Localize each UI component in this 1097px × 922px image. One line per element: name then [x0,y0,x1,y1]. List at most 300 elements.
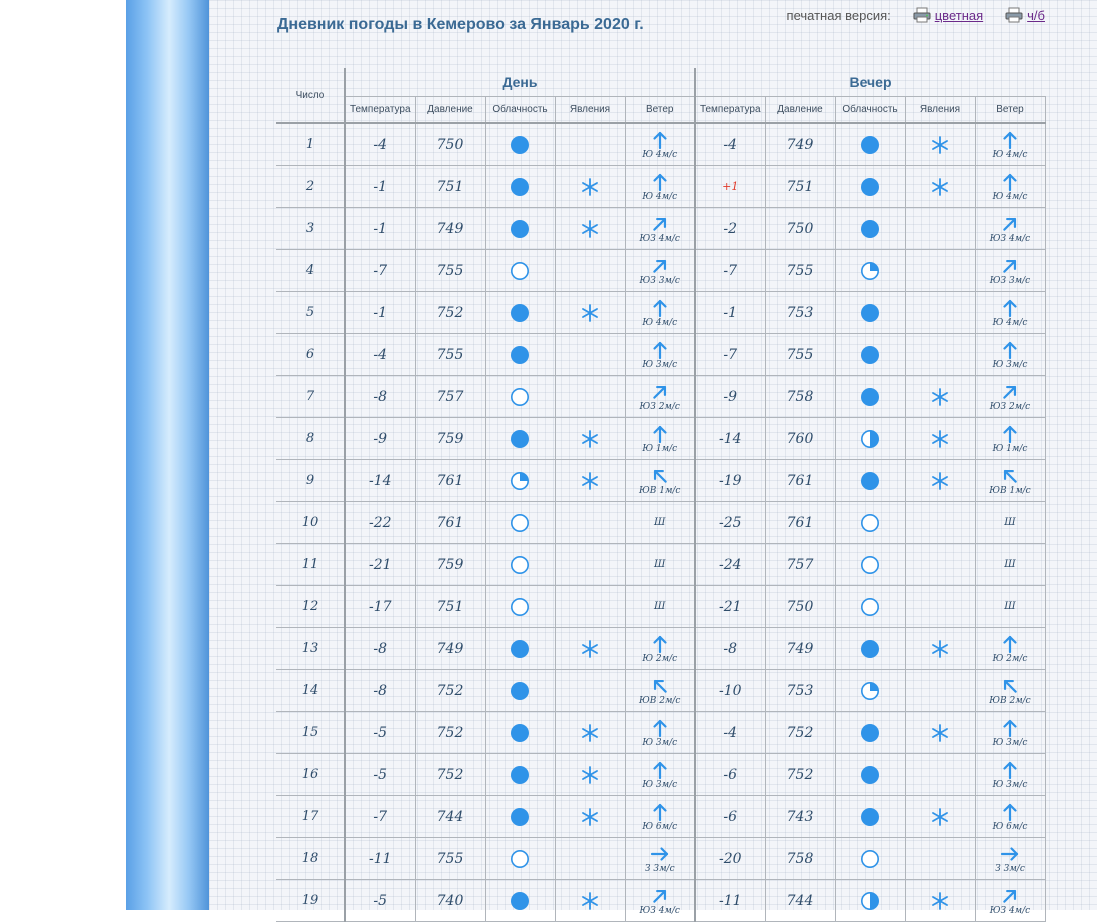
wind-label: Ю 3м/с [992,779,1028,790]
cloudiness-cell [485,796,555,838]
cloudiness-cell [485,460,555,502]
snow-icon [581,178,599,196]
wind-label: ЮВ 1м/с [639,485,681,496]
wind-label: ЮЗ 3м/с [989,275,1031,286]
snow-icon [931,472,949,490]
wind-label: З 3м/с [995,863,1025,874]
overcast-cloud-icon [860,387,880,407]
wind-arrow-icon [650,760,670,780]
phenomena-cell [905,292,975,334]
snow-icon [581,430,599,448]
phenomena-cell [555,880,625,922]
pressure-cell: 758 [765,376,835,418]
wind-arrow-icon [1000,172,1020,192]
cloudiness-cell [835,670,905,712]
cloudiness-cell [485,880,555,922]
wind-label: ЮВ 1м/с [989,485,1031,496]
snow-icon [931,178,949,196]
phenomena-cell [905,670,975,712]
pressure-cell: 752 [765,712,835,754]
wind-arrow-icon [650,676,670,696]
wind-label: Ю 4м/с [642,317,678,328]
temperature-cell: -17 [345,586,415,628]
overcast-cloud-icon [860,807,880,827]
column-header-wind: Ветер [625,97,695,124]
wind-arrow-icon [650,634,670,654]
overcast-cloud-icon [860,639,880,659]
pressure-cell: 750 [765,208,835,250]
pressure-cell: 757 [765,544,835,586]
wind-cell [975,796,1045,838]
overcast-cloud-icon [510,807,530,827]
wind-cell [625,712,695,754]
overcast-cloud-icon [860,177,880,197]
phenomena-cell [905,544,975,586]
wind-arrow-icon [650,802,670,822]
temperature-cell: -8 [695,628,765,670]
wind-cell [975,502,1045,544]
phenomena-cell [555,334,625,376]
wind-label: Ю 6м/с [992,821,1028,832]
temperature-cell: -22 [345,502,415,544]
pressure-cell: 752 [415,670,485,712]
wind-arrow-icon [1000,802,1020,822]
wind-cell [625,376,695,418]
cloudiness-cell [485,250,555,292]
column-header-phenomena: Явления [555,97,625,124]
day-number-cell: 1 [276,123,345,166]
table-row [276,123,1045,166]
wind-cell [625,586,695,628]
phenomena-cell [905,123,975,166]
wind-arrow-icon [1000,340,1020,360]
pressure-cell: 753 [765,292,835,334]
cloudiness-cell [835,418,905,460]
wind-label: Ш [654,516,666,528]
temperature-cell: -8 [345,628,415,670]
pressure-cell: 752 [765,754,835,796]
cloudiness-cell [485,292,555,334]
clear-sky-icon [860,849,880,869]
snow-icon [931,136,949,154]
day-number-cell: 14 [276,670,345,712]
phenomena-cell [555,123,625,166]
day-number-cell: 11 [276,544,345,586]
wind-cell [625,880,695,922]
table-row [276,796,1045,838]
wind-label: Ю 3м/с [992,737,1028,748]
wind-cell [975,334,1045,376]
temperature-cell: -21 [695,586,765,628]
pressure-cell: 744 [415,796,485,838]
temperature-cell: -6 [695,754,765,796]
snow-icon [931,388,949,406]
column-header-cloudiness: Облачность [835,97,905,124]
phenomena-cell [555,250,625,292]
cloudiness-cell [835,712,905,754]
phenomena-cell [555,544,625,586]
phenomena-cell [555,670,625,712]
snow-icon [931,808,949,826]
table-row [276,166,1045,208]
table-row [276,208,1045,250]
cloudiness-cell [835,334,905,376]
cloudiness-cell [485,123,555,166]
phenomena-cell [555,796,625,838]
temperature-cell: -7 [345,796,415,838]
wind-label: Ю 4м/с [642,191,678,202]
pressure-cell: 751 [765,166,835,208]
snow-icon [581,220,599,238]
temperature-cell: -11 [345,838,415,880]
table-row [276,670,1045,712]
day-number-cell: 19 [276,880,345,922]
wind-cell [975,544,1045,586]
phenomena-cell [555,376,625,418]
cloudiness-cell [835,754,905,796]
cloudiness-cell [835,544,905,586]
wind-cell [625,292,695,334]
overcast-cloud-icon [860,219,880,239]
snow-icon [931,892,949,910]
overcast-cloud-icon [510,723,530,743]
temperature-cell: -11 [695,880,765,922]
wind-cell [975,628,1045,670]
wind-cell [625,208,695,250]
temperature-cell: -4 [695,123,765,166]
wind-arrow-icon [1000,130,1020,150]
phenomena-cell [905,880,975,922]
temperature-cell: -25 [695,502,765,544]
overcast-cloud-icon [860,303,880,323]
phenomena-cell [905,418,975,460]
print-bw-link[interactable]: ч/б [1027,7,1045,23]
wind-label: Ю 1м/с [642,443,678,454]
snow-icon [581,766,599,784]
pressure-cell: 752 [415,712,485,754]
phenomena-cell [905,628,975,670]
wind-arrow-icon [650,172,670,192]
day-number-cell: 16 [276,754,345,796]
temperature-cell: -4 [345,123,415,166]
day-number-cell: 5 [276,292,345,334]
wind-label: ЮЗ 2м/с [639,401,680,412]
wind-cell [625,796,695,838]
wind-label: Ю 4м/с [992,317,1028,328]
snow-icon [581,724,599,742]
group-header-evening: Вечер [695,68,1045,97]
wind-cell [625,460,695,502]
wind-label: ЮЗ 4м/с [639,233,680,244]
column-header-pressure: Давление [765,97,835,124]
table-row [276,376,1045,418]
wind-cell [975,670,1045,712]
wind-label: Ш [654,558,666,570]
wind-arrow-icon [1000,298,1020,318]
snow-icon [581,892,599,910]
clear-sky-icon [510,597,530,617]
snow-icon [931,724,949,742]
wind-arrow-icon [650,844,670,864]
wind-arrow-icon [650,718,670,738]
table-row [276,586,1045,628]
table-row [276,334,1045,376]
phenomena-cell [905,838,975,880]
wind-arrow-icon [1000,256,1020,276]
wind-label: Ю 4м/с [992,191,1028,202]
day-number-cell: 7 [276,376,345,418]
table-row [276,838,1045,880]
cloudiness-cell [835,502,905,544]
temperature-cell: -1 [695,292,765,334]
wind-arrow-icon [650,466,670,486]
day-number-cell: 13 [276,628,345,670]
wind-arrow-icon [1000,760,1020,780]
wind-label: Ю 2м/с [642,653,678,664]
wind-cell [625,250,695,292]
snow-icon [581,640,599,658]
clear-sky-icon [510,555,530,575]
pressure-cell: 759 [415,544,485,586]
overcast-cloud-icon [510,681,530,701]
wind-label: Ю 3м/с [642,737,678,748]
phenomena-cell [905,334,975,376]
phenomena-cell [555,712,625,754]
wind-arrow-icon [650,256,670,276]
phenomena-cell [905,208,975,250]
decorative-side-strip [126,0,209,910]
temperature-cell: -9 [345,418,415,460]
half-cloud-icon [860,891,880,911]
cloudiness-cell [485,502,555,544]
day-number-cell: 9 [276,460,345,502]
snow-icon [931,430,949,448]
phenomena-cell [905,166,975,208]
cloudiness-cell [835,796,905,838]
pressure-cell: 753 [765,670,835,712]
overcast-cloud-icon [510,219,530,239]
day-number-cell: 8 [276,418,345,460]
cloudiness-cell [485,754,555,796]
pressure-cell: 757 [415,376,485,418]
phenomena-cell [555,418,625,460]
weather-table [276,68,1046,922]
wind-label: ЮВ 2м/с [639,695,681,706]
day-number-cell: 18 [276,838,345,880]
pressure-cell: 749 [415,208,485,250]
phenomena-cell [905,460,975,502]
wind-label: ЮЗ 4м/с [639,905,680,916]
day-number-cell: 3 [276,208,345,250]
wind-cell [975,376,1045,418]
partly-cloudy-icon [510,471,530,491]
phenomena-cell [905,250,975,292]
pressure-cell: 760 [765,418,835,460]
cloudiness-cell [485,376,555,418]
phenomena-cell [905,712,975,754]
wind-arrow-icon [1000,634,1020,654]
cloudiness-cell [485,334,555,376]
cloudiness-cell [485,838,555,880]
day-number-cell: 4 [276,250,345,292]
column-header-temperature: Температура [345,97,415,124]
snow-icon [931,640,949,658]
wind-label: Ш [654,600,666,612]
column-header-cloudiness: Облачность [485,97,555,124]
wind-label: Ю 6м/с [642,821,678,832]
pressure-cell: 755 [765,250,835,292]
wind-label: Ю 2м/с [992,653,1028,664]
temperature-cell: -7 [695,250,765,292]
cloudiness-cell [835,838,905,880]
clear-sky-icon [860,597,880,617]
column-header-temperature: Температура [695,97,765,124]
wind-cell [975,586,1045,628]
print-version-bar [787,7,1045,23]
day-number-cell: 2 [276,166,345,208]
page-title: Дневник погоды в Кемерово за Январь 2020 г. [277,16,644,33]
temperature-cell: -1 [345,208,415,250]
overcast-cloud-icon [860,765,880,785]
wind-cell [625,670,695,712]
pressure-cell: 750 [415,123,485,166]
table-row [276,628,1045,670]
wind-arrow-icon [1000,424,1020,444]
wind-cell [625,838,695,880]
print-bw-link-wrap [1005,7,1045,23]
wind-cell [975,123,1045,166]
overcast-cloud-icon [510,765,530,785]
wind-cell [975,754,1045,796]
wind-cell [625,166,695,208]
printer-icon [913,7,931,23]
cloudiness-cell [835,292,905,334]
phenomena-cell [905,586,975,628]
cloudiness-cell [485,628,555,670]
column-header-wind: Ветер [975,97,1045,124]
phenomena-cell [555,754,625,796]
wind-label: Ю 3м/с [642,359,678,370]
temperature-cell: -5 [345,754,415,796]
wind-label: ЮЗ 4м/с [989,905,1031,916]
table-row [276,544,1045,586]
overcast-cloud-icon [510,135,530,155]
pressure-cell: 761 [415,460,485,502]
overcast-cloud-icon [510,177,530,197]
overcast-cloud-icon [860,135,880,155]
wind-cell [975,250,1045,292]
temperature-cell: +1 [695,166,765,208]
wind-cell [625,628,695,670]
wind-label: Ю 1м/с [992,443,1028,454]
wind-cell [975,166,1045,208]
wind-arrow-icon [650,886,670,906]
cloudiness-cell [835,880,905,922]
pressure-cell: 752 [415,292,485,334]
day-number-cell: 6 [276,334,345,376]
pressure-cell: 759 [415,418,485,460]
cloudiness-cell [485,670,555,712]
pressure-cell: 761 [765,502,835,544]
weather-diary-content [209,0,1097,916]
wind-label: Ш [1004,558,1016,570]
cloudiness-cell [835,208,905,250]
temperature-cell: -8 [345,670,415,712]
column-header-pressure: Давление [415,97,485,124]
cloudiness-cell [485,712,555,754]
phenomena-cell [905,754,975,796]
wind-label: Ю 4м/с [642,149,678,160]
wind-arrow-icon [650,214,670,234]
pressure-cell: 749 [415,628,485,670]
temperature-cell: -14 [695,418,765,460]
pressure-cell: 744 [765,880,835,922]
phenomena-cell [905,502,975,544]
cloudiness-cell [835,166,905,208]
cloudiness-cell [485,166,555,208]
pressure-cell: 740 [415,880,485,922]
print-version-label: печатная версия: [786,7,891,23]
pressure-cell: 743 [765,796,835,838]
wind-cell [975,460,1045,502]
half-cloud-icon [860,429,880,449]
wind-label: Ю 4м/с [992,149,1028,160]
wind-cell [975,712,1045,754]
temperature-cell: -4 [345,334,415,376]
wind-arrow-icon [650,382,670,402]
wind-cell [975,418,1045,460]
table-row [276,754,1045,796]
temperature-cell: -8 [345,376,415,418]
phenomena-cell [555,166,625,208]
cloudiness-cell [835,460,905,502]
cloudiness-cell [485,544,555,586]
wind-arrow-icon [650,424,670,444]
overcast-cloud-icon [510,639,530,659]
wind-label: З 3м/с [644,863,675,874]
pressure-cell: 761 [765,460,835,502]
wind-cell [975,880,1045,922]
pressure-cell: 750 [765,586,835,628]
partly-cloudy-icon [860,681,880,701]
pressure-cell: 755 [415,250,485,292]
snow-icon [581,472,599,490]
phenomena-cell [555,208,625,250]
pressure-cell: 758 [765,838,835,880]
overcast-cloud-icon [510,429,530,449]
wind-arrow-icon [650,130,670,150]
overcast-cloud-icon [860,345,880,365]
overcast-cloud-icon [510,303,530,323]
wind-cell [975,838,1045,880]
wind-label: Ю 3м/с [642,779,678,790]
cloudiness-cell [485,418,555,460]
printer-icon [1005,7,1023,23]
table-row [276,418,1045,460]
group-header-day: День [345,68,695,97]
temperature-cell: -4 [695,712,765,754]
wind-arrow-icon [650,340,670,360]
wind-arrow-icon [1000,886,1020,906]
print-color-link[interactable]: цветная [934,7,984,23]
column-header-number: Число [276,68,345,123]
pressure-cell: 755 [415,838,485,880]
wind-cell [975,292,1045,334]
wind-arrow-icon [1000,718,1020,738]
overcast-cloud-icon [510,345,530,365]
pressure-cell: 755 [415,334,485,376]
table-row [276,292,1045,334]
